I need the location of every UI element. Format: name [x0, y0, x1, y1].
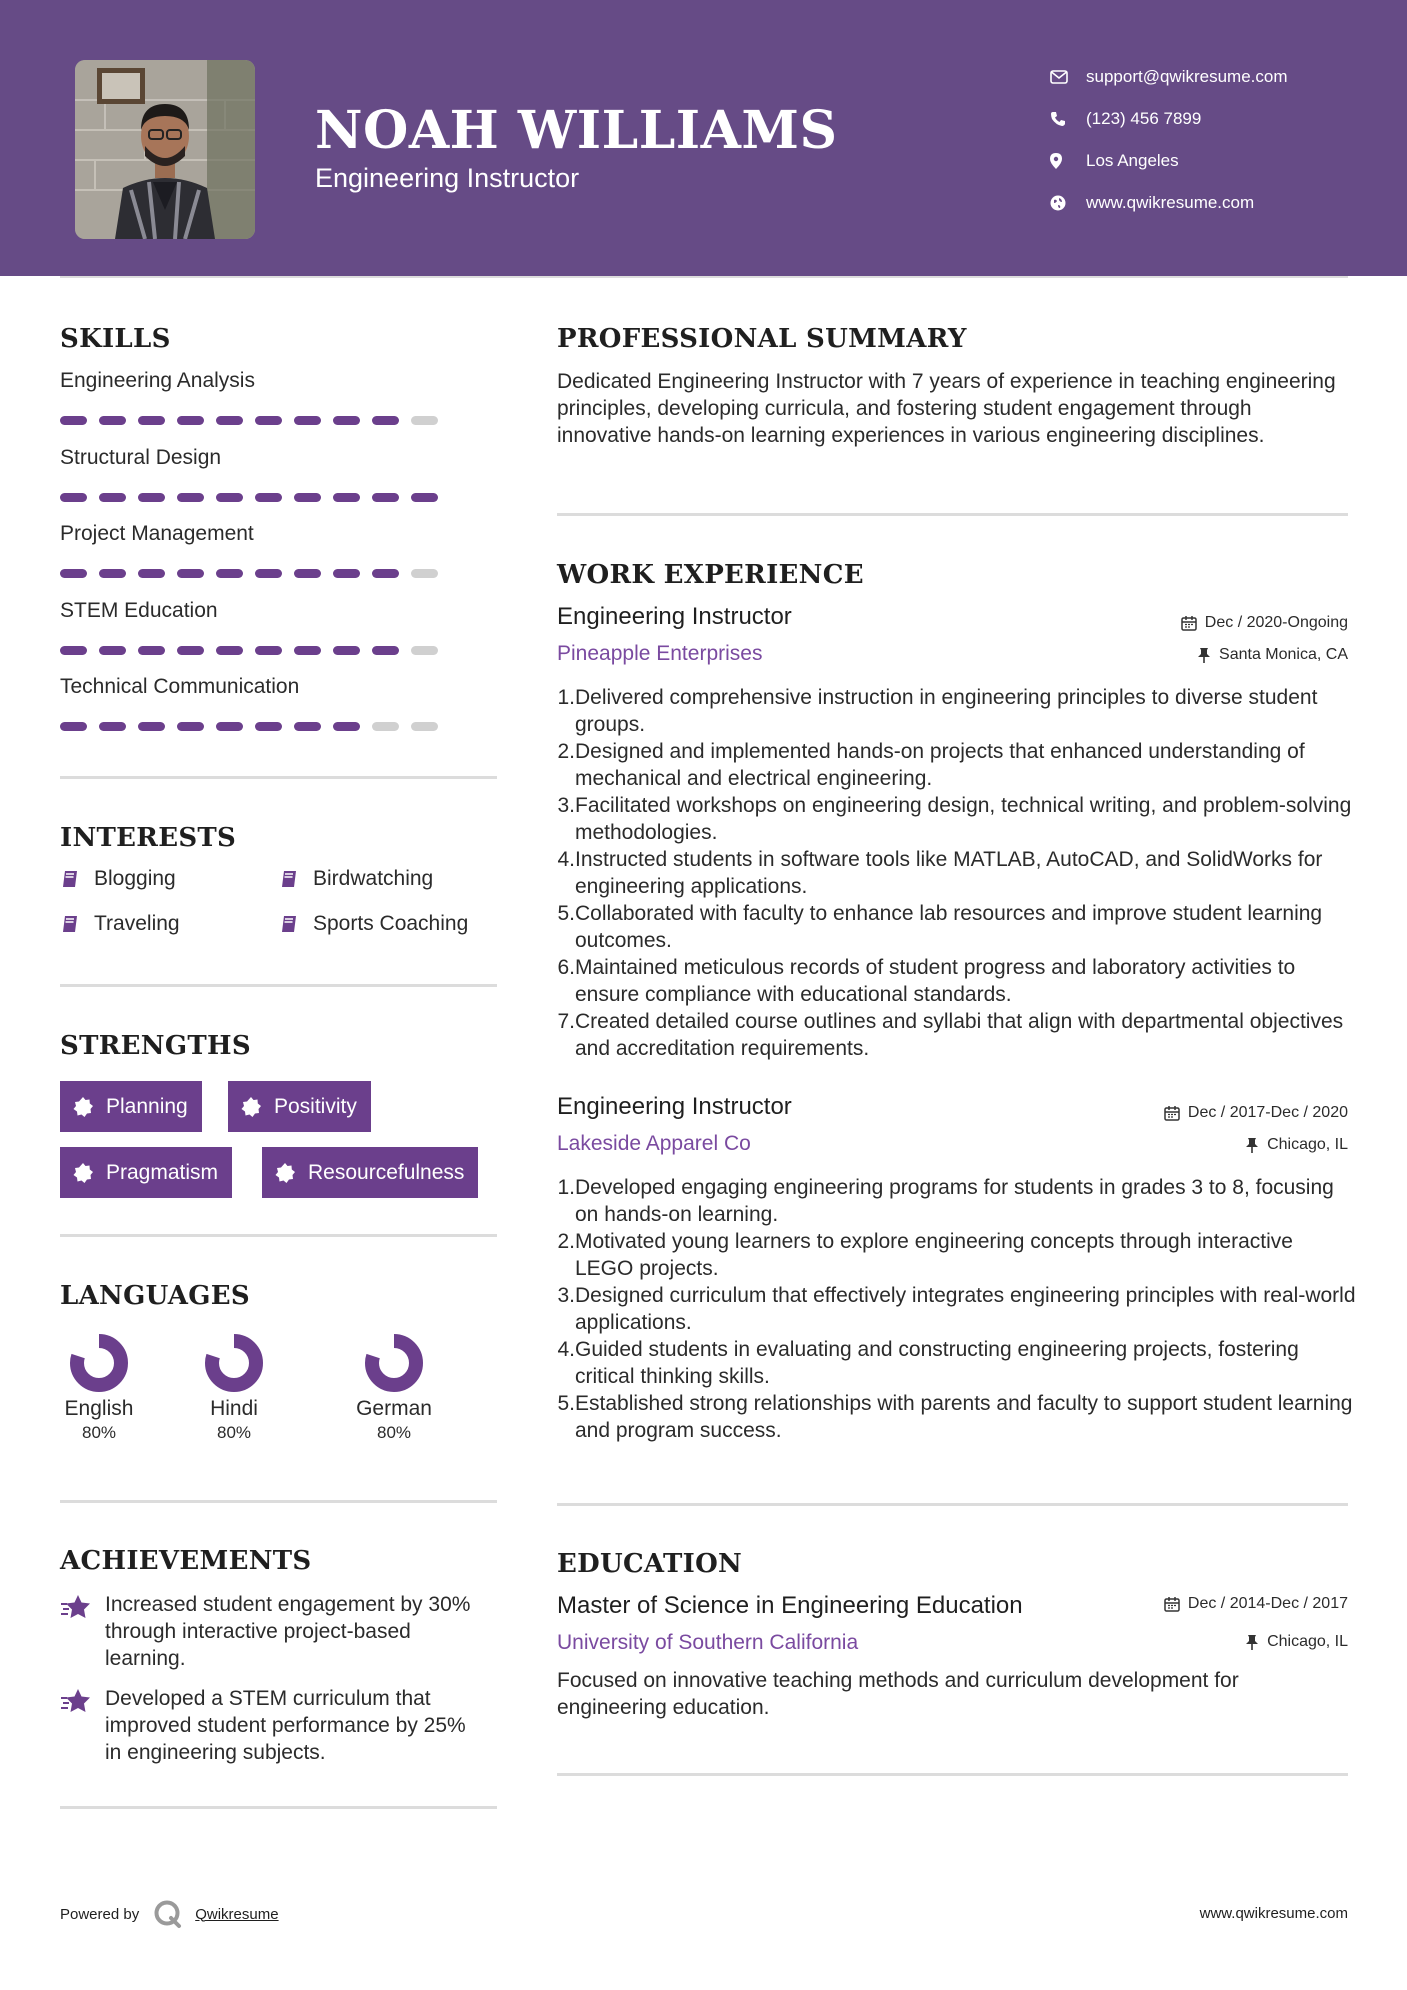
job-date-text: Dec / 2020-Ongoing — [1204, 614, 1348, 631]
degree-title: Master of Science in Engineering Education — [557, 1592, 1023, 1619]
skill-segment-filled — [99, 646, 126, 655]
skill-segment-filled — [294, 416, 321, 425]
skill-segment-filled — [333, 569, 360, 578]
contact-list — [1050, 56, 1288, 224]
badge-icon — [274, 1162, 296, 1184]
achievements-divider — [60, 1806, 497, 1809]
skill-segment-filled — [216, 416, 243, 425]
strength-chip — [228, 1081, 371, 1132]
skill-segment-filled — [294, 493, 321, 502]
header-divider — [60, 276, 1348, 278]
globe-icon — [1050, 195, 1086, 211]
education-date-text: Dec / 2014-Dec / 2017 — [1187, 1595, 1348, 1612]
job-bullet: 4. Instructed students in software tools like MATLAB, AutoCAD, and SolidWorks for engineering applications. — [557, 848, 1323, 898]
skill-segment-filled — [60, 493, 87, 502]
skill-segment-filled — [99, 416, 126, 425]
interest-label: Birdwatching — [313, 867, 434, 890]
strength-chip — [60, 1081, 202, 1132]
skill-name: Engineering Analysis — [60, 369, 255, 392]
language-percent: 80% — [81, 1423, 117, 1442]
powered-by-label: Powered by — [60, 1905, 140, 1923]
language-name: German — [356, 1397, 432, 1420]
job-bullet: 7. Created detailed course outlines and syllabi that align with departmental objectives and accreditation requirements. — [557, 1010, 1344, 1060]
strengths-heading: STRENGTHS — [60, 1031, 251, 1061]
skill-segment-filled — [294, 722, 321, 731]
phone-icon — [1050, 111, 1086, 127]
interests-heading: INTERESTS — [60, 823, 237, 853]
language-ring — [362, 1331, 426, 1395]
job-date — [1164, 1104, 1348, 1122]
job-bullet: 5. Collaborated with faculty to enhance lab resources and improve student learning outcomes. — [557, 902, 1323, 952]
badge-icon — [72, 1096, 94, 1118]
interest-label: Sports Coaching — [313, 912, 469, 935]
interests-divider — [60, 984, 497, 987]
map-pin-icon — [1050, 153, 1086, 169]
contact-website-text: www.qwikresume.com — [1086, 193, 1255, 212]
language-percent: 80% — [376, 1423, 412, 1442]
badge-icon — [72, 1162, 94, 1184]
skill-segment-filled — [372, 493, 399, 502]
education-heading: EDUCATION — [557, 1549, 743, 1579]
language-percent: 80% — [216, 1423, 252, 1442]
qwikresume-logo-icon — [153, 1899, 183, 1929]
skill-segment-filled — [99, 722, 126, 731]
skill-segment-filled — [216, 646, 243, 655]
skill-segment-filled — [255, 722, 282, 731]
skill-segment-filled — [255, 493, 282, 502]
contact-phone[interactable] — [1050, 98, 1288, 140]
skill-segment-filled — [177, 722, 204, 731]
work-divider — [557, 1503, 1348, 1506]
skill-segment-filled — [60, 416, 87, 425]
languages-divider — [60, 1500, 497, 1503]
achievement-item — [60, 1591, 480, 1672]
pushpin-icon — [1197, 647, 1211, 663]
school-name: University of Southern California — [557, 1631, 859, 1654]
skill-segment-filled — [411, 493, 438, 502]
skill-segment-filled — [60, 569, 87, 578]
book-icon — [60, 914, 80, 934]
interest-item — [279, 867, 433, 891]
skill-segment-filled — [294, 569, 321, 578]
resume-header — [0, 0, 1407, 276]
skill-segment-filled — [177, 646, 204, 655]
skill-segment-filled — [60, 646, 87, 655]
calendar-icon — [1164, 1105, 1180, 1121]
education-description: Focused on innovative teaching methods and curriculum development for engineering education. — [557, 1669, 1239, 1719]
achievement-item — [60, 1685, 480, 1766]
interest-item — [279, 912, 468, 936]
footer-url[interactable]: www.qwikresume.com — [1199, 1905, 1348, 1922]
job-bullet: 3. Facilitated workshops on engineering design, technical writing, and problem-solving methodologies. — [557, 794, 1352, 844]
job-bullets — [557, 684, 1357, 1062]
book-icon — [279, 869, 299, 889]
profile-photo — [75, 60, 255, 239]
interest-label: Blogging — [94, 867, 176, 890]
footer-powered-by — [60, 1899, 279, 1929]
contact-location — [1050, 140, 1288, 182]
strength-chip — [60, 1147, 232, 1198]
company-name: Pineapple Enterprises — [557, 642, 763, 665]
skill-segment-filled — [372, 646, 399, 655]
achievement-text: Developed a STEM curriculum that improved student performance by 25% in engineering subjects. — [105, 1687, 466, 1764]
skill-segment-filled — [138, 569, 165, 578]
skill-name: Technical Communication — [60, 675, 300, 698]
job-location — [1245, 1136, 1348, 1154]
job-bullet: 4. Guided students in evaluating and constructing engineering projects, fostering critical thinking skills. — [557, 1338, 1299, 1388]
job-bullet: 2. Designed and implemented hands-on projects that enhanced understanding of mechanical and electrical engineering. — [557, 740, 1305, 790]
skill-segment-filled — [255, 646, 282, 655]
interest-label: Traveling — [94, 912, 180, 935]
skill-segment-filled — [60, 722, 87, 731]
language-ring — [202, 1331, 266, 1395]
education-location — [1245, 1633, 1348, 1651]
calendar-icon — [1164, 1596, 1180, 1612]
skill-name: Structural Design — [60, 445, 222, 469]
skill-segment-filled — [333, 646, 360, 655]
skill-segment-filled — [177, 569, 204, 578]
strength-label: Resourcefulness — [308, 1160, 465, 1184]
skill-segment-filled — [333, 493, 360, 502]
calendar-icon — [1181, 615, 1197, 631]
skill-segment-filled — [138, 722, 165, 731]
job-bullet: 2. Motivated young learners to explore engineering concepts through interactive LEGO projects. — [557, 1230, 1293, 1280]
skill-segment-filled — [177, 416, 204, 425]
badge-icon — [240, 1096, 262, 1118]
interest-item — [60, 912, 180, 936]
envelope-icon — [1050, 70, 1086, 84]
skills-divider — [60, 776, 497, 779]
contact-website[interactable] — [1050, 182, 1288, 224]
summary-text: Dedicated Engineering Instructor with 7 years of experience in teaching engineering principles, developing curricula, and fostering student engagement through innovative hands-on learning experiences in various engineering disciplines. — [557, 370, 1336, 447]
brand-link[interactable]: Qwikresume — [195, 1905, 279, 1923]
summary-divider — [557, 513, 1348, 516]
strength-chip — [262, 1147, 478, 1198]
skill-segment-filled — [138, 416, 165, 425]
skill-name: STEM Education — [60, 598, 218, 622]
skill-name: Project Management — [60, 522, 254, 545]
job-bullets — [557, 1174, 1357, 1444]
job-location — [1197, 646, 1348, 664]
language-ring — [67, 1331, 131, 1395]
job-bullet: 3. Designed curriculum that effectively integrates engineering principles with real-world applications. — [557, 1284, 1356, 1334]
skill-segment-empty — [372, 722, 399, 731]
job-bullet: 6. Maintained meticulous records of student progress and laboratory activities to ensure compliance with educational standards. — [557, 956, 1296, 1006]
skill-segment-filled — [372, 569, 399, 578]
languages-heading: LANGUAGES — [60, 1281, 250, 1311]
book-icon — [279, 914, 299, 934]
work-heading: WORK EXPERIENCE — [557, 560, 864, 590]
skill-segment-filled — [255, 569, 282, 578]
language-item — [174, 1331, 294, 1443]
contact-phone-text: (123) 456 7899 — [1086, 109, 1202, 128]
skill-segment-empty — [411, 722, 438, 731]
skill-segment-filled — [216, 569, 243, 578]
skill-segment-filled — [177, 493, 204, 502]
skill-segment-filled — [138, 646, 165, 655]
job-bullet: 1. Delivered comprehensive instruction in engineering principles to diverse student groups. — [557, 686, 1318, 736]
achievements-heading: ACHIEVEMENTS — [60, 1546, 312, 1576]
strength-label: Positivity — [274, 1094, 357, 1118]
strength-label: Planning — [106, 1094, 188, 1118]
profile-photo-image — [75, 60, 255, 239]
skill-segment-filled — [255, 416, 282, 425]
education-date — [1164, 1595, 1348, 1613]
star-icon — [60, 1687, 92, 1715]
job-date-text: Dec / 2017-Dec / 2020 — [1187, 1104, 1348, 1121]
candidate-name: NOAH WILLIAMS — [315, 100, 838, 161]
language-name: English — [64, 1397, 134, 1420]
pushpin-icon — [1245, 1137, 1259, 1153]
skill-segment-empty — [411, 416, 438, 425]
skill-segment-filled — [372, 416, 399, 425]
job-title: Engineering Instructor — [557, 603, 792, 630]
job-location-text: Santa Monica, CA — [1219, 646, 1348, 663]
skill-segment-empty — [411, 646, 438, 655]
education-divider — [557, 1773, 1348, 1776]
job-title: Engineering Instructor — [557, 1093, 792, 1120]
contact-email-text: support@qwikresume.com — [1086, 67, 1288, 86]
achievement-text: Increased student engagement by 30% through interactive project-based learning. — [105, 1593, 471, 1670]
job-location-text: Chicago, IL — [1267, 1136, 1348, 1153]
skill-segment-filled — [138, 493, 165, 502]
book-icon — [60, 869, 80, 889]
skill-segment-filled — [333, 416, 360, 425]
contact-location-text: Los Angeles — [1086, 151, 1179, 170]
contact-email[interactable] — [1050, 56, 1288, 98]
language-item — [39, 1331, 159, 1443]
star-icon — [60, 1593, 92, 1621]
job-date — [1181, 614, 1348, 632]
skill-segment-filled — [99, 493, 126, 502]
language-item — [334, 1331, 454, 1443]
skill-segment-filled — [294, 646, 321, 655]
skill-segment-filled — [333, 722, 360, 731]
skill-segment-filled — [216, 722, 243, 731]
job-bullet: 5. Established strong relationships with parents and faculty to support student learning and program success. — [557, 1392, 1353, 1442]
skill-segment-empty — [411, 569, 438, 578]
strengths-divider — [60, 1234, 497, 1237]
interest-item — [60, 867, 176, 891]
summary-heading: PROFESSIONAL SUMMARY — [557, 324, 967, 354]
skill-segment-filled — [99, 569, 126, 578]
strength-label: Pragmatism — [106, 1160, 219, 1184]
company-name: Lakeside Apparel Co — [557, 1132, 751, 1155]
skill-segment-filled — [216, 493, 243, 502]
skills-heading: SKILLS — [60, 324, 171, 354]
job-bullet: 1. Developed engaging engineering programs for students in grades 3 to 8, focusing on hands-on learning. — [557, 1176, 1334, 1226]
pushpin-icon — [1245, 1634, 1259, 1650]
language-name: Hindi — [210, 1397, 258, 1420]
education-location-text: Chicago, IL — [1267, 1633, 1348, 1650]
candidate-role: Engineering Instructor — [315, 163, 580, 193]
